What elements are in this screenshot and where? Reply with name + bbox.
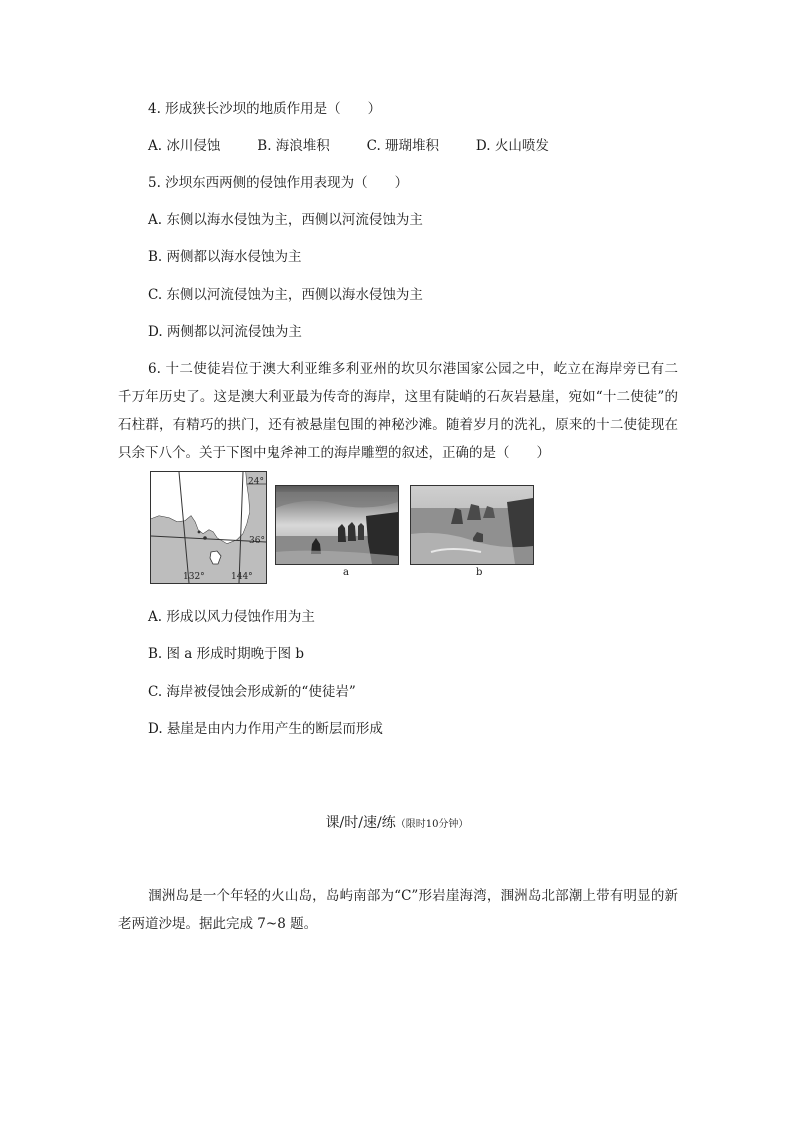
lat-label-top: 24° [248,477,264,487]
question-4-stem: 4. 形成狭长沙坝的地质作用是（ ） [148,101,382,117]
option-4c: C. 珊瑚堆积 [366,138,440,154]
question-4-options [148,137,549,155]
option-5d: D. 两侧都以河流侵蚀为主 [148,324,302,340]
photo-b [410,485,534,565]
section-title-subtitle: （限时10分钟） [395,819,469,830]
caption-b: b [476,567,483,578]
figure-twelve-apostles [150,471,535,583]
option-5a: A. 东侧以海水侵蚀为主，西侧以河流侵蚀为主 [148,212,423,228]
lat-label-mid: 36° [249,536,265,546]
australia-map-drawing [151,472,266,583]
lon-label-right: 144° [231,572,253,582]
option-6d: D. 悬崖是由内力作用产生的断层而形成 [148,721,383,737]
section-title [0,812,794,832]
australia-map [150,471,267,584]
option-4b: B. 海浪堆积 [257,138,330,154]
option-6a: A. 形成以风力侵蚀作用为主 [148,609,315,625]
option-5b: B. 两侧都以海水侵蚀为主 [148,249,302,265]
passage-7-8: 涠洲岛是一个年轻的火山岛，岛屿南部为“C”形岩崖海湾，涠洲岛北部潮上带有明显的新老两道沙堤。据此完成 7~8 题。 [118,888,678,932]
option-4d: D. 火山喷发 [475,138,549,154]
option-5c: C. 东侧以河流侵蚀为主，西侧以海水侵蚀为主 [148,287,423,303]
question-6-stem: 6. 十二使徒岩位于澳大利亚维多利亚州的坎贝尔港国家公园之中，屹立在海岸旁已有二千万年历史了。这是澳大利亚最为传奇的海岸，这里有陡峭的石灰岩悬崖，宛如“十二使徒”的石柱群，有精巧的拱门，还有被悬崖包围的神秘沙滩。随着岁月的洗礼，原来的十二使徒现在只余下八个。关于下图中鬼斧神工的海岸雕塑的叙述，正确的是（ ） [118,361,678,461]
section-title-main: 课/时/速/练 [325,815,396,831]
photo-a [275,485,399,565]
question-5-stem: 5. 沙坝东西两侧的侵蚀作用表现为（ ） [148,175,409,191]
option-6c: C. 海岸被侵蚀会形成新的“使徒岩” [148,684,356,700]
option-4a: A. 冰川侵蚀 [148,138,221,154]
option-6b: B. 图 a 形成时期晚于图 b [148,646,305,662]
caption-a: a [343,567,349,578]
lon-label-left: 132° [183,572,205,582]
